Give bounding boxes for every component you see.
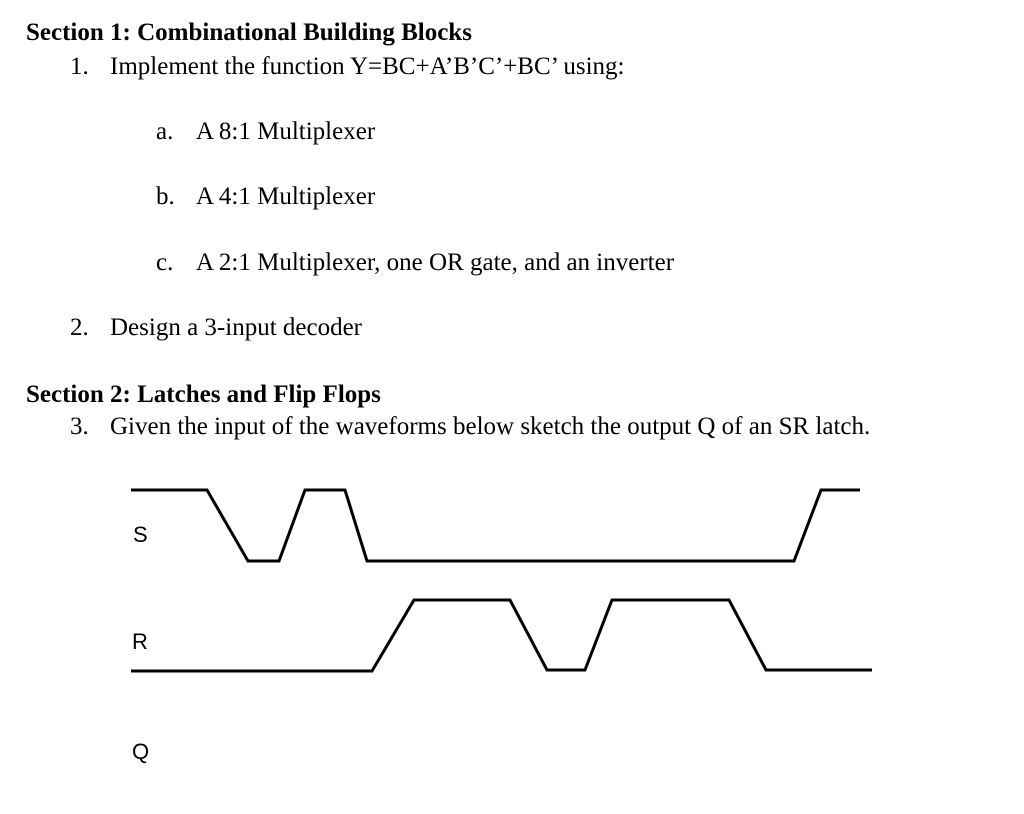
question-3-text: Given the input of the waveforms below sketch the output Q of an SR latch. — [110, 413, 871, 440]
question-1-number: 1. — [70, 53, 89, 80]
section-1-title: Section 1: Combinational Building Blocks — [26, 19, 472, 46]
question-2-text: Design a 3-input decoder — [110, 314, 363, 341]
waveform-s-label: S — [133, 522, 148, 547]
waveform-q-label: Q — [132, 739, 150, 764]
part-a-text: A 8:1 Multiplexer — [196, 118, 376, 145]
part-b-text: A 4:1 Multiplexer — [196, 183, 376, 210]
question-3-number: 3. — [70, 413, 89, 440]
part-c-text: A 2:1 Multiplexer, one OR gate, and an inverter — [196, 249, 675, 276]
waveform-r-label: R — [132, 629, 148, 654]
waveform-s — [131, 490, 860, 561]
question-1-text: Implement the function Y=BC+A’B’C’+BC’ using: — [110, 53, 625, 80]
part-a-letter: a. — [156, 118, 174, 145]
section-2-title: Section 2: Latches and Flip Flops — [26, 381, 381, 408]
question-2-number: 2. — [70, 314, 89, 341]
part-c-letter: c. — [156, 249, 174, 276]
waveform-r — [131, 600, 872, 671]
part-b-letter: b. — [156, 183, 175, 210]
